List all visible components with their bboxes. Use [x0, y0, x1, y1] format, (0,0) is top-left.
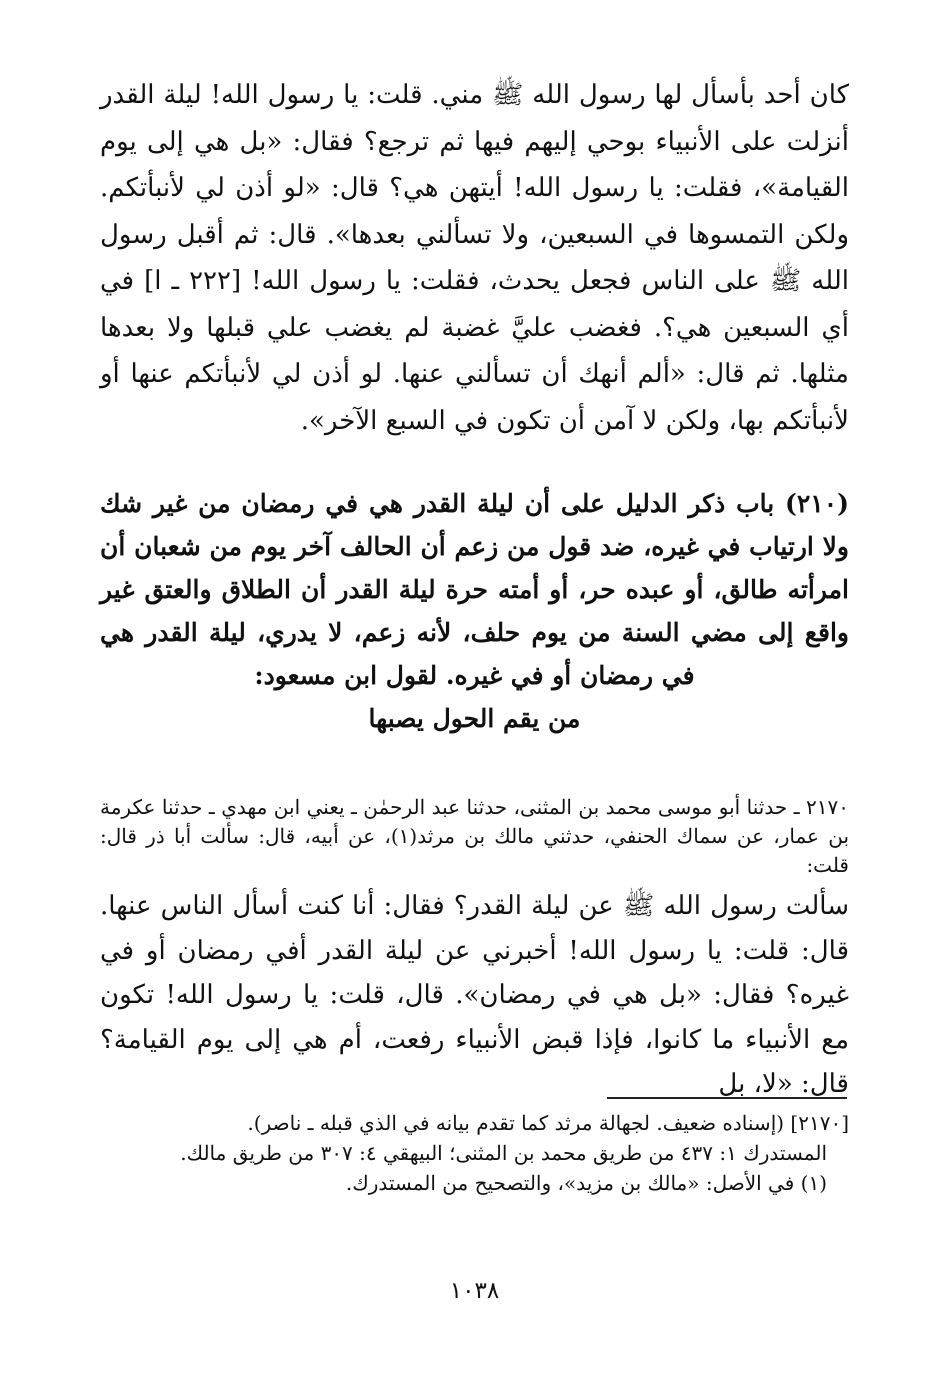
page-number: ١٠٣٨ — [449, 1278, 500, 1304]
footnote-divider — [607, 1097, 847, 1099]
footnote-correction: (١) في الأصل: «مالك بن مزيد»، والتصحيح من المستدرك. — [345, 1171, 827, 1195]
footnotes — [100, 1108, 849, 1198]
body-paragraph-top: كان أحد بأسأل لها رسول الله ﷺ مني. قلت: يا رسول الله! ليلة القدر أنزلت على الأنبياء بوحي إليهم فيها ثم ترجع؟ فقال: «بل هي إلى يوم القيامة»، فقلت: يا رسول الله! أيتهن هي؟ قال: «لو أذن لي لأنبأتكم. ولكن التمسوها في السبعين، ولا تسألني بعدها». قال: ثم أقبل رسول الله ﷺ على الناس فجعل يحدث، فقلت: يا رسول الله! [٢٢٢ ـ ا] في أي السبعين هي؟. فغضب عليَّ غضبة لم يغضب علي قبلها ولا بعدها مثلها. ثم قال: «ألم أنهك أن تسألني عنها. لو أذن لي لأنبأتكم عنها أو لأنبأتكم بها، ولكن لا آمن أن تكون في السبع الآخر». — [100, 80, 849, 436]
hadith-isnad: ٢١٧٠ ـ حدثنا أبو موسى محمد بن المثنى، حدثنا عبد الرحمٰن ـ يعني ابن مهدي ـ حدثنا عكرمة بن عمار، عن سماك الحنفي، حدثني مالك بن مرثد(١)، عن أبيه، قال: سألت أبا ذر قال: قلت: — [100, 795, 850, 877]
chapter-heading-text: (٢١٠) باب ذكر الدليل على أن ليلة القدر هي في رمضان من غير شك ولا ارتياب في غيره، ضد قول من زعم أن الحالف آخر يوم من شعبان أن امرأته طالق، أو عبده حر، أو أمته حرة ليلة القدر أن الطلاق والعتق غير واقع إلى مضي السنة من يوم حلف، لأنه زعم، لا يدري، ليلة القدر هي في رمضان أو في غيره. لقول ابن مسعود: — [100, 489, 850, 690]
footnote-grading: [٢١٧٠] (إسناده ضعيف. لجهالة مرثد كما تقدم بيانه في الذي قبله ـ ناصر). — [247, 1111, 849, 1135]
chapter-heading-subtitle: من يقم الحول يصبها — [368, 704, 581, 733]
footnote-sources: المستدرك ١: ٤٣٧ من طريق محمد بن المثنى؛ البيهقي ٤: ٣٠٧ من طريق مالك. — [180, 1141, 827, 1165]
chapter-heading — [100, 482, 849, 740]
body-paragraph-bottom: سألت رسول الله ﷺ عن ليلة القدر؟ فقال: أنا كنت أسأل الناس عنها. قال: قلت: يا رسول الله! أخبرني عن ليلة القدر أفي رمضان أو في غيره؟ فقال: «بل هي في رمضان». قال، قلت: يا رسول الله! تكون مع الأنبياء ما كانوا، فإذا قبض الأنبياء رفعت، أم هي إلى يوم القيامة؟ قال: «لا، بل — [100, 891, 849, 1099]
